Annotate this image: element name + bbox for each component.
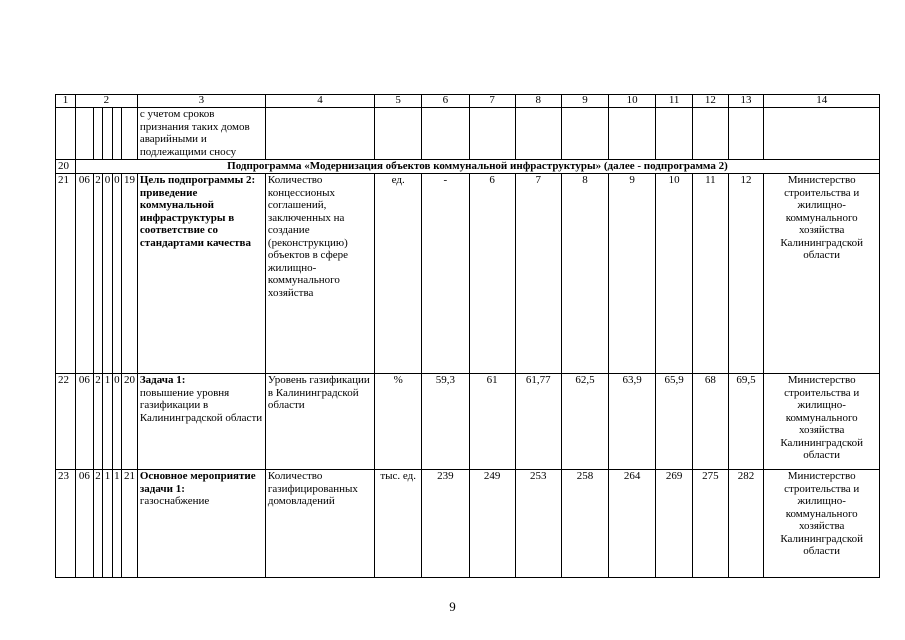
continuation-text: с учетом сроков признания таких домов аварийными и подлежащими сносу <box>137 108 265 160</box>
header-cell: 7 <box>469 95 515 108</box>
code-cell: 2 <box>93 374 102 470</box>
value-cell: 61,77 <box>515 374 561 470</box>
header-cell: 3 <box>137 95 265 108</box>
continuation-row <box>56 108 880 160</box>
responsible-cell: Министерство строительства и жилищно-коммунального хозяйства Калининградской области <box>764 374 880 470</box>
task-name-cell <box>137 374 265 470</box>
goal-name-cell <box>137 174 265 374</box>
code-cell: 0 <box>103 174 112 374</box>
value-cell: 63,9 <box>609 374 656 470</box>
goal-name-bold: Цель подпрограммы 2: <box>139 174 256 186</box>
task-name-bold: Задача 1: <box>139 374 186 386</box>
value-cell: 65,9 <box>656 374 693 470</box>
value-cell: 59,3 <box>422 374 469 470</box>
value-cell: 61 <box>469 374 515 470</box>
header-cell: 2 <box>75 95 137 108</box>
code-cell: 06 <box>75 470 93 578</box>
value-cell: 68 <box>693 374 729 470</box>
value-cell: 253 <box>515 470 561 578</box>
code-cell: 1 <box>103 374 112 470</box>
table-row <box>56 174 880 374</box>
code-cell: 0 <box>112 174 121 374</box>
code-cell: 1 <box>112 470 121 578</box>
code-cell: 2 <box>93 174 102 374</box>
goal-name-rest: приведение коммунальной инфраструктуры в соответствие со стандартами качества <box>139 186 251 249</box>
row-number: 21 <box>56 174 76 374</box>
header-cell: 11 <box>656 95 693 108</box>
code-cell: 1 <box>103 470 112 578</box>
table-header-row <box>56 95 880 108</box>
subprogram-title: Подпрограмма «Модернизация объектов коммунальной инфраструктуры» (далее - подпрограмма 2) <box>75 160 879 174</box>
code-cell: 06 <box>75 374 93 470</box>
code-cell: 0 <box>112 374 121 470</box>
indicator-cell: Количество концессионых соглашений, заключенных на создание (реконструкцию) объектов в сфере жилищно-коммунального хозяйства <box>265 174 374 374</box>
header-cell: 6 <box>422 95 469 108</box>
activity-name-rest: газоснабжение <box>139 495 210 507</box>
value-cell: - <box>422 174 469 374</box>
unit-cell: ед. <box>375 174 422 374</box>
indicator-cell: Количество газифицированных домовладений <box>265 470 374 578</box>
row-number: 23 <box>56 470 76 578</box>
value-cell: 62,5 <box>561 374 608 470</box>
responsible-cell: Министерство строительства и жилищно-коммунального хозяйства Калининградской области <box>764 470 880 578</box>
value-cell: 282 <box>728 470 764 578</box>
value-cell: 69,5 <box>728 374 764 470</box>
value-cell: 8 <box>561 174 608 374</box>
header-cell: 5 <box>375 95 422 108</box>
value-cell: 6 <box>469 174 515 374</box>
table-row <box>56 374 880 470</box>
subprogram-row <box>56 160 880 174</box>
header-cell: 8 <box>515 95 561 108</box>
header-cell: 10 <box>609 95 656 108</box>
header-cell: 9 <box>561 95 608 108</box>
header-cell: 1 <box>56 95 76 108</box>
unit-cell: тыс. ед. <box>375 470 422 578</box>
value-cell: 249 <box>469 470 515 578</box>
code-cell: 19 <box>122 174 138 374</box>
row-number: 20 <box>56 160 76 174</box>
value-cell: 12 <box>728 174 764 374</box>
value-cell: 9 <box>609 174 656 374</box>
value-cell: 11 <box>693 174 729 374</box>
code-cell: 2 <box>93 470 102 578</box>
value-cell: 239 <box>422 470 469 578</box>
page-number: 9 <box>449 599 456 614</box>
header-cell: 13 <box>728 95 764 108</box>
value-cell: 269 <box>656 470 693 578</box>
value-cell: 10 <box>656 174 693 374</box>
unit-cell: % <box>375 374 422 470</box>
value-cell: 7 <box>515 174 561 374</box>
responsible-cell: Министерство строительства и жилищно-коммунального хозяйства Калининградской области <box>764 174 880 374</box>
value-cell: 275 <box>693 470 729 578</box>
indicators-table <box>55 94 880 578</box>
code-cell: 21 <box>122 470 138 578</box>
indicator-cell: Уровень газификации в Калининградской области <box>265 374 374 470</box>
header-cell: 4 <box>265 95 374 108</box>
row-number: 22 <box>56 374 76 470</box>
header-cell: 12 <box>693 95 729 108</box>
table-row <box>56 470 880 578</box>
task-name-rest: повышение уровня газификации в Калининградской области <box>139 386 263 424</box>
code-cell: 20 <box>122 374 138 470</box>
code-cell: 06 <box>75 174 93 374</box>
value-cell: 264 <box>609 470 656 578</box>
activity-name-cell <box>137 470 265 578</box>
value-cell: 258 <box>561 470 608 578</box>
header-cell: 14 <box>764 95 880 108</box>
activity-name-bold: Основное мероприятие задачи 1: <box>139 470 256 495</box>
